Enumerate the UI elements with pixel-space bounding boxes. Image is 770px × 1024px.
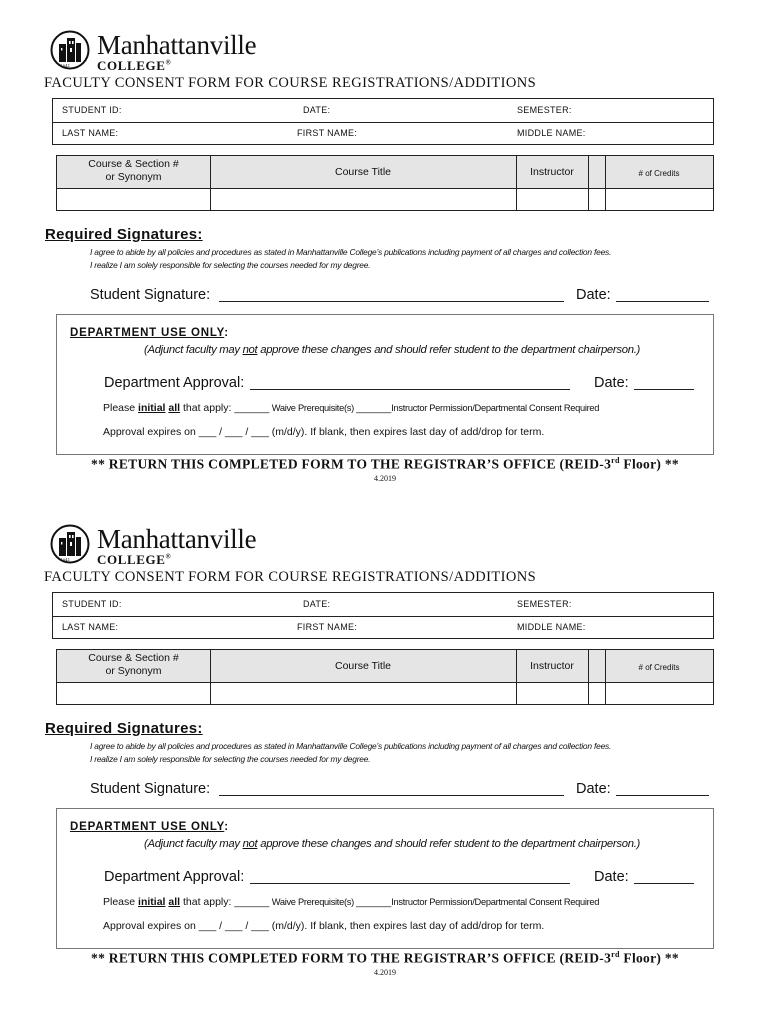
student-id-label: STUDENT ID: [62,105,122,115]
initial-instructions: Please initial all that apply: ______ Waive Prerequisite(s) ______Instructor Permission/Departmental Consent Required [103,896,600,908]
form-version: 4.2019 [374,968,396,977]
logo-college: COLLEGE® [97,552,172,567]
last-name-label: LAST NAME: [62,128,119,138]
form-version: 4.2019 [374,474,396,483]
first-name-label: FIRST NAME: [297,128,358,138]
approval-expiry-text: Approval expires on ___ / ___ / ___ (m/d/y). If blank, then expires last day of add/drop for term. [103,426,545,438]
agreement-text: I agree to abide by all policies and procedures as stated in Manhattanville College’s publications including payment of all charges and collection fees. I realize I am solely responsible for selecting the courses needed for my degree. [90,741,612,764]
adjunct-note: (Adjunct faculty may not approve these changes and should refer student to the department chairperson.) [144,838,640,850]
course-title-header: Course Title [334,660,392,672]
department-approval-line[interactable] [250,389,570,390]
department-date-line[interactable] [634,389,694,390]
svg-text:1841: 1841 [60,557,71,562]
college-logo [50,30,270,73]
department-date-label: Date: [594,375,629,391]
return-instructions: ** RETURN THIS COMPLETED FORM TO THE REGISTRAR’S OFFICE (REID-3rd Floor) ** [91,456,679,472]
approval-expiry-text: Approval expires on ___ / ___ / ___ (m/d/y). If blank, then expires last day of add/drop for term. [103,920,545,932]
middle-name-label: MIDDLE NAME: [517,622,586,632]
student-id-label: STUDENT ID: [62,599,122,609]
student-date-line[interactable] [616,301,709,302]
logo-college: COLLEGE® [97,58,172,73]
credits-header: # of Credits [638,169,680,178]
course-section-header: Course & Section # or Synonym [88,158,179,183]
course-title-header: Course Title [334,166,392,178]
student-date-label: Date: [576,781,611,797]
student-info-table [52,592,714,639]
consent-form-copy-1 [0,0,770,495]
department-use-box [56,808,714,949]
department-date-line[interactable] [634,883,694,884]
middle-name-label: MIDDLE NAME: [517,128,586,138]
agreement-text: I agree to abide by all policies and procedures as stated in Manhattanville College’s publications including payment of all charges and collection fees. I realize I am solely responsible for selecting the courses needed for my degree. [90,247,612,270]
course-section-header: Course & Section # or Synonym [88,652,179,677]
college-seal-icon [50,524,90,564]
initial-instructions: Please initial all that apply: ______ Waive Prerequisite(s) ______Instructor Permission/Departmental Consent Required [103,402,600,414]
credits-header: # of Credits [638,663,680,672]
date-label: DATE: [303,599,331,609]
department-approval-label: Department Approval: [104,375,245,391]
instructor-header: Instructor [530,166,574,178]
student-signature-line[interactable] [219,795,564,796]
svg-text:1841: 1841 [60,63,71,68]
student-date-line[interactable] [616,795,709,796]
form-title: FACULTY CONSENT FORM FOR COURSE REGISTRATIONS/ADDITIONS [44,75,537,91]
department-use-heading: DEPARTMENT USE ONLY: [70,327,229,339]
required-signatures-heading: Required Signatures: [45,720,203,737]
department-use-heading: DEPARTMENT USE ONLY: [70,821,229,833]
college-logo [50,524,270,567]
student-info-table [52,98,714,145]
student-signature-label: Student Signature: [90,781,211,797]
last-name-label: LAST NAME: [62,622,119,632]
course-table [56,649,714,705]
consent-form-copy-2 [0,494,770,989]
semester-label: SEMESTER: [517,105,572,115]
semester-label: SEMESTER: [517,599,572,609]
department-date-label: Date: [594,869,629,885]
first-name-label: FIRST NAME: [297,622,358,632]
return-instructions: ** RETURN THIS COMPLETED FORM TO THE REGISTRAR’S OFFICE (REID-3rd Floor) ** [91,950,679,966]
required-signatures-heading: Required Signatures: [45,226,203,243]
department-approval-line[interactable] [250,883,570,884]
logo-wordmark: Manhattanville [97,524,257,554]
student-signature-line[interactable] [219,301,564,302]
department-use-box [56,314,714,455]
instructor-header: Instructor [530,660,574,672]
logo-wordmark: Manhattanville [97,30,257,60]
college-seal-icon [50,30,90,70]
student-date-label: Date: [576,287,611,303]
course-table [56,155,714,211]
form-title: FACULTY CONSENT FORM FOR COURSE REGISTRATIONS/ADDITIONS [44,569,537,585]
date-label: DATE: [303,105,331,115]
department-approval-label: Department Approval: [104,869,245,885]
adjunct-note: (Adjunct faculty may not approve these changes and should refer student to the department chairperson.) [144,344,640,356]
student-signature-label: Student Signature: [90,287,211,303]
